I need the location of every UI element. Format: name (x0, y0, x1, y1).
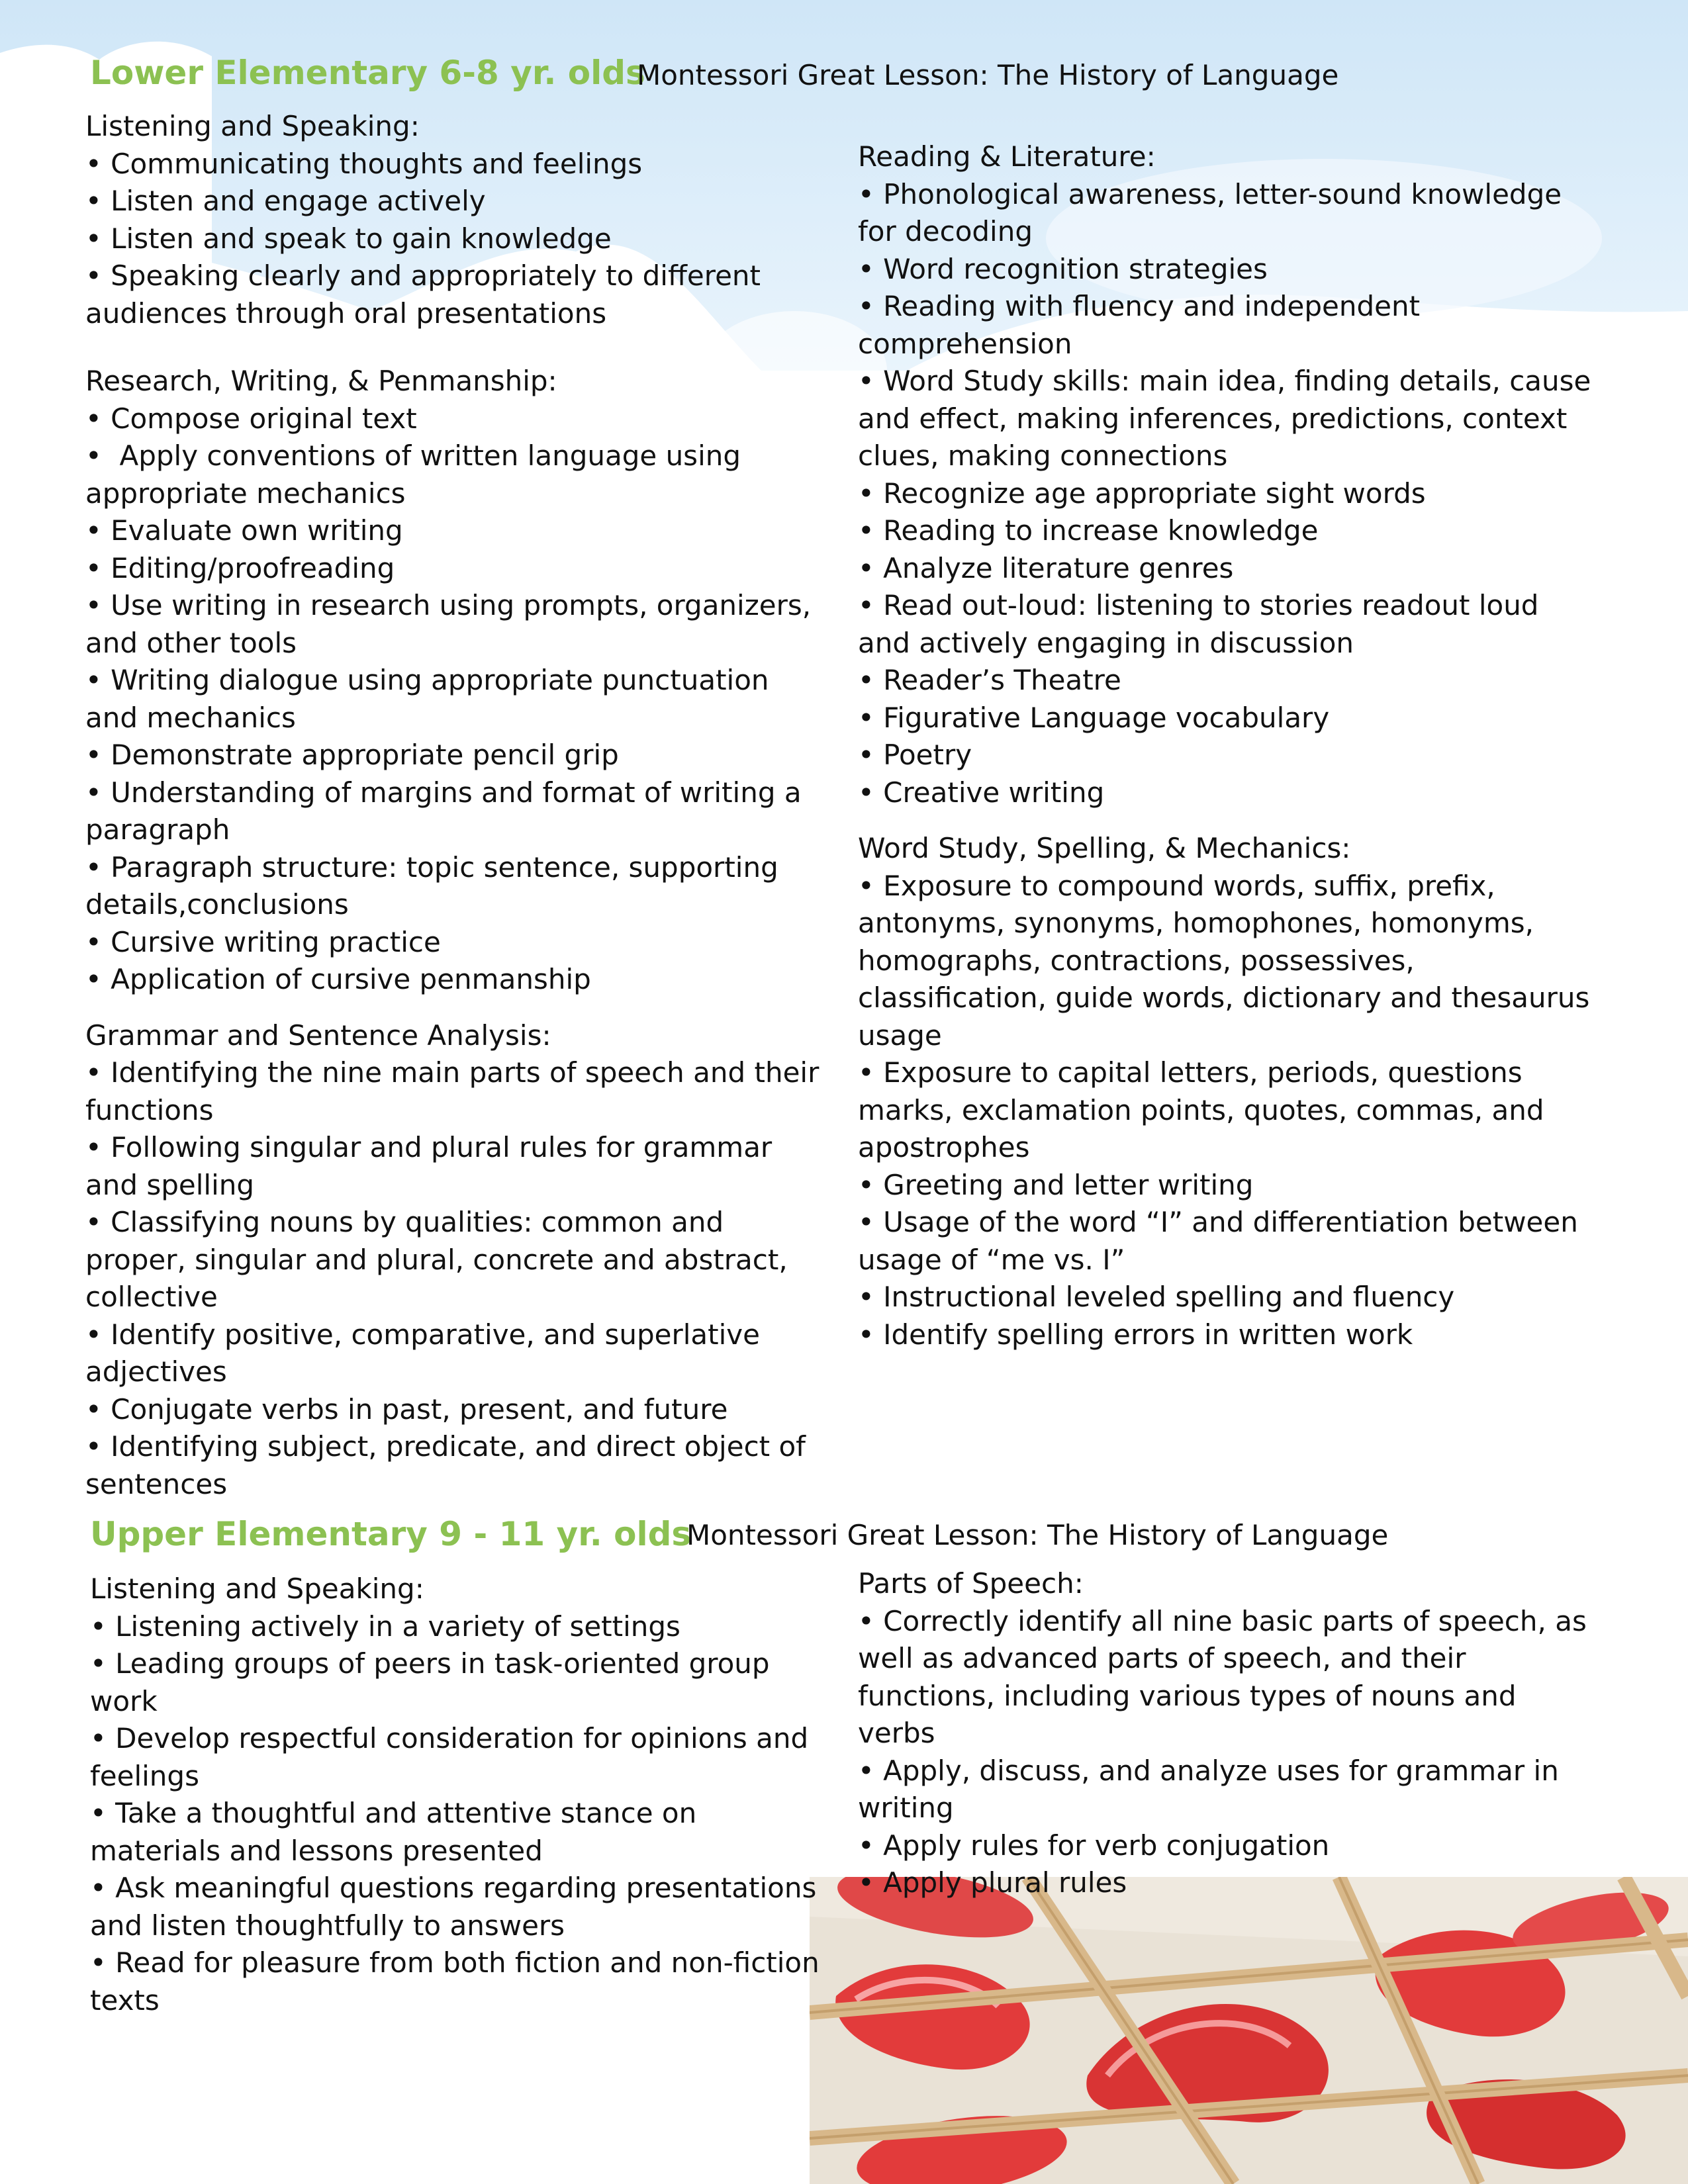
list-item: • Exposure to capital letters, periods, questions marks, exclamation points, quotes, commas, and apostrophes (858, 1054, 1593, 1167)
list-item: • Correctly identify all nine basic parts of speech, as well as advanced parts of speech, and their functions, including various types of nouns and verbs (858, 1603, 1599, 1752)
list-item: • Speaking clearly and appropriately to different audiences through oral presentations (85, 257, 827, 332)
upper-left-column (90, 1570, 825, 2019)
upper-elementary-heading: Upper Elementary 9 - 11 yr. olds (90, 1515, 692, 1553)
list-item: • Word recognition strategies (858, 251, 1593, 289)
list-item: • Figurative Language vocabulary (858, 700, 1593, 737)
list-item: • Reading to increase knowledge (858, 512, 1593, 550)
list-item: • Identifying the nine main parts of speech and their functions (85, 1054, 827, 1129)
list-item: • Application of cursive penmanship (85, 961, 827, 999)
list-item: • Word Study skills: main idea, finding details, cause and effect, making inferences, predictions, context clues, making connections (858, 363, 1593, 475)
list-item: • Apply, discuss, and analyze uses for grammar in writing (858, 1752, 1599, 1827)
section-title: Research, Writing, & Penmanship: (85, 365, 557, 397)
upper-listening-speaking-section (90, 1570, 825, 2019)
lower-research-writing-section (85, 363, 827, 999)
list-item: • Listen and engage actively (85, 183, 827, 220)
list-item: • Editing/proofreading (85, 550, 827, 588)
list-item: • Listening actively in a variety of settings (90, 1608, 825, 1646)
lower-grammar-section (85, 1017, 827, 1504)
montessori-alphabet-photo (810, 1877, 1688, 2184)
list-item: • Classifying nouns by qualities: common and proper, singular and plural, concrete and abstract, collective (85, 1204, 827, 1316)
list-item: • Apply plural rules (858, 1864, 1599, 1902)
section-title: Word Study, Spelling, & Mechanics: (858, 832, 1351, 864)
list-item: • Instructional leveled spelling and fluency (858, 1279, 1593, 1316)
upper-right-column (858, 1565, 1599, 1902)
section-title: Listening and Speaking: (90, 1572, 424, 1605)
lower-reading-literature-section (858, 138, 1593, 811)
list-item: • Compose original text (85, 400, 827, 438)
list-item: • Understanding of margins and format of writing a paragraph (85, 774, 827, 849)
upper-elementary-subtitle: Montessori Great Lesson: The History of Language (686, 1519, 1389, 1551)
list-item: • Ask meaningful questions regarding presentations and listen thoughtfully to answers (90, 1870, 825, 1944)
list-item: • Reader’s Theatre (858, 662, 1593, 700)
list-item: • Evaluate own writing (85, 512, 827, 550)
list-item: • Listen and speak to gain knowledge (85, 220, 827, 258)
list-item: • Communicating thoughts and feelings (85, 146, 827, 183)
section-title: Grammar and Sentence Analysis: (85, 1019, 551, 1052)
section-title: Reading & Literature: (858, 140, 1156, 173)
lower-word-study-section (858, 830, 1593, 1353)
lower-elementary-heading: Lower Elementary 6-8 yr. olds (90, 54, 645, 92)
list-item: • Analyze literature genres (858, 550, 1593, 588)
list-item: • Creative writing (858, 774, 1593, 812)
list-item: • Usage of the word “I” and differentiation between usage of “me vs. I” (858, 1204, 1593, 1279)
list-item: • Phonological awareness, letter-sound knowledge for decoding (858, 176, 1593, 251)
list-item: • Conjugate verbs in past, present, and future (85, 1391, 827, 1429)
list-item: • Apply rules for verb conjugation (858, 1827, 1599, 1865)
list-item: • Paragraph structure: topic sentence, supporting details,conclusions (85, 849, 827, 924)
lower-left-column (85, 108, 827, 1503)
lower-listening-speaking-section (85, 108, 827, 332)
list-item: • Take a thoughtful and attentive stance on materials and lessons presented (90, 1795, 825, 1870)
lower-right-column (858, 138, 1593, 1353)
section-title: Listening and Speaking: (85, 110, 420, 142)
upper-parts-of-speech-section (858, 1565, 1599, 1902)
list-item: • Leading groups of peers in task-oriented group work (90, 1645, 825, 1720)
list-item: • Poetry (858, 737, 1593, 774)
list-item: • Apply conventions of written language using appropriate mechanics (85, 437, 827, 512)
list-item: • Develop respectful consideration for opinions and feelings (90, 1720, 825, 1795)
list-item: • Reading with fluency and independent comprehension (858, 288, 1593, 363)
list-item: • Read for pleasure from both fiction and non-fiction texts (90, 1944, 825, 2019)
list-item: • Use writing in research using prompts, organizers, and other tools (85, 587, 827, 662)
list-item: • Exposure to compound words, suffix, prefix, antonyms, synonyms, homophones, homonyms, homographs, contractions, possessives, classification, guide words, dictionary and thesaurus usage (858, 868, 1593, 1055)
list-item: • Demonstrate appropriate pencil grip (85, 737, 827, 774)
list-item: • Identify spelling errors in written work (858, 1316, 1593, 1354)
list-item: • Greeting and letter writing (858, 1167, 1593, 1205)
list-item: • Identify positive, comparative, and superlative adjectives (85, 1316, 827, 1391)
list-item: • Cursive writing practice (85, 924, 827, 962)
list-item: • Recognize age appropriate sight words (858, 475, 1593, 513)
list-item: • Identifying subject, predicate, and direct object of sentences (85, 1428, 827, 1503)
section-title: Parts of Speech: (858, 1567, 1084, 1600)
lower-elementary-subtitle: Montessori Great Lesson: The History of Language (637, 59, 1339, 91)
list-item: • Following singular and plural rules for grammar and spelling (85, 1129, 827, 1204)
list-item: • Writing dialogue using appropriate punctuation and mechanics (85, 662, 827, 737)
list-item: • Read out-loud: listening to stories readout loud and actively engaging in discussion (858, 587, 1593, 662)
